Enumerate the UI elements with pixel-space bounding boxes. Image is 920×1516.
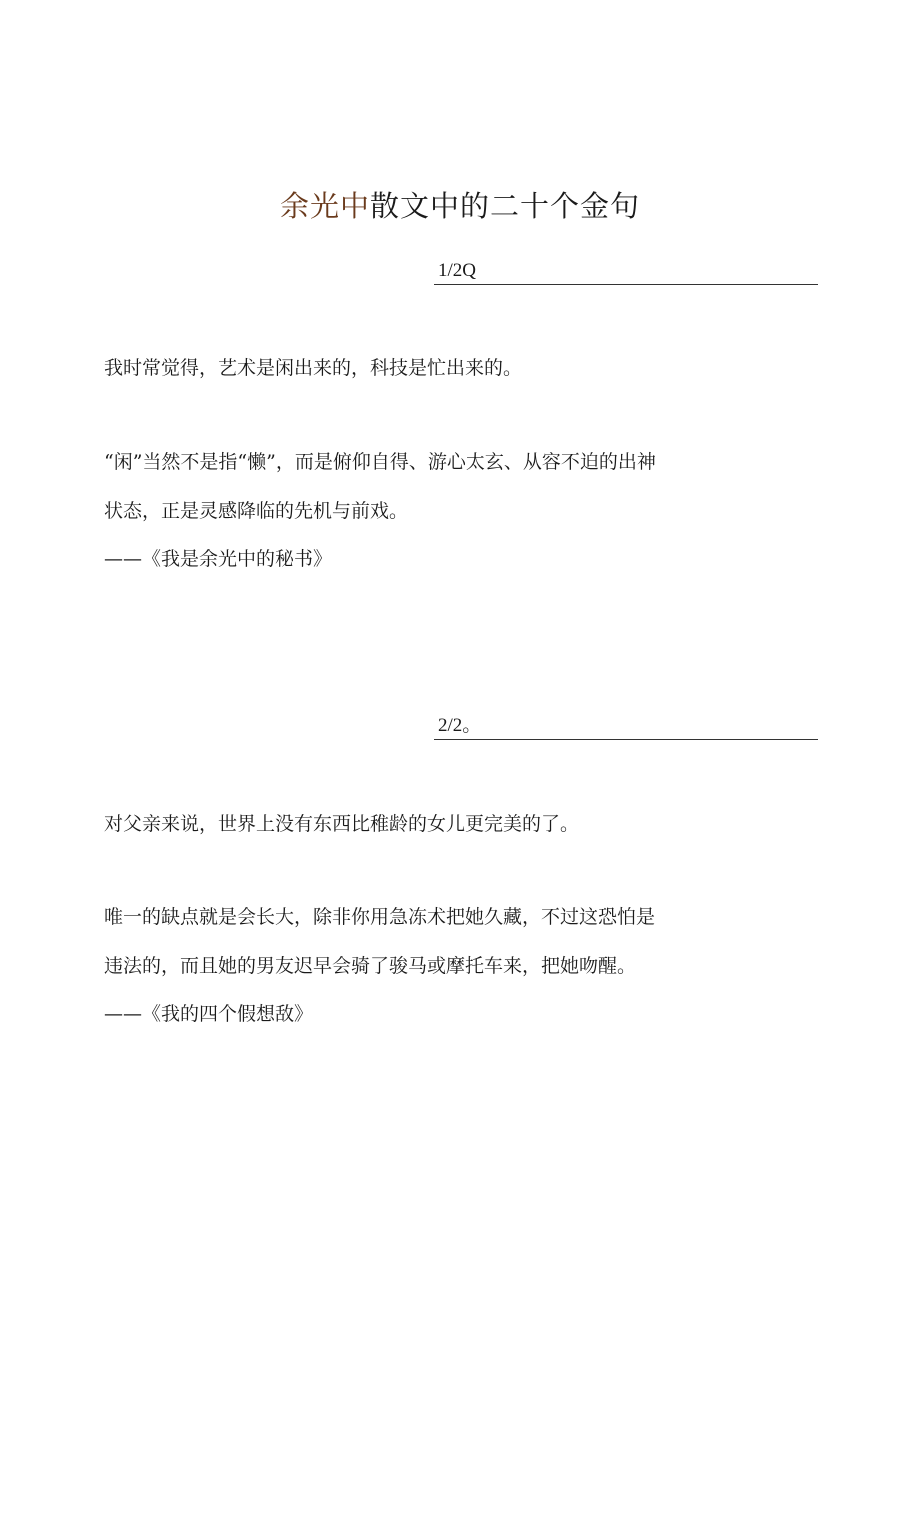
quote-1-line-2: “闲”当然不是指“懒”，而是俯仰自得、游心太玄、从容不迫的出神 xyxy=(104,451,656,473)
section-number-2: 2/2。 xyxy=(438,715,482,736)
section-number-1: 1/2Q xyxy=(438,260,476,281)
quote-2-source: ——《我的四个假想敌》 xyxy=(104,1003,314,1025)
section-header-2 xyxy=(434,709,818,740)
title-rest: 散文中的二十个金句 xyxy=(370,189,641,223)
quote-1-line-3: 状态，正是灵感降临的先机与前戏。 xyxy=(104,500,409,522)
quote-2-line-1: 对父亲来说，世界上没有东西比稚龄的女儿更完美的了。 xyxy=(104,813,580,835)
quote-2-line-2: 唯一的缺点就是会长大，除非你用急冻术把她久藏，不过这恐怕是 xyxy=(104,906,656,928)
quote-1-source: ——《我是余光中的秘书》 xyxy=(104,548,333,570)
quote-1-line-1: 我时常觉得，艺术是闲出来的，科技是忙出来的。 xyxy=(104,357,523,379)
title-author: 余光中 xyxy=(279,189,370,223)
quote-2-line-3: 违法的，而且她的男友迟早会骑了骏马或摩托车来，把她吻醒。 xyxy=(104,955,637,977)
section-header-1 xyxy=(434,254,818,285)
document-title xyxy=(0,186,920,226)
